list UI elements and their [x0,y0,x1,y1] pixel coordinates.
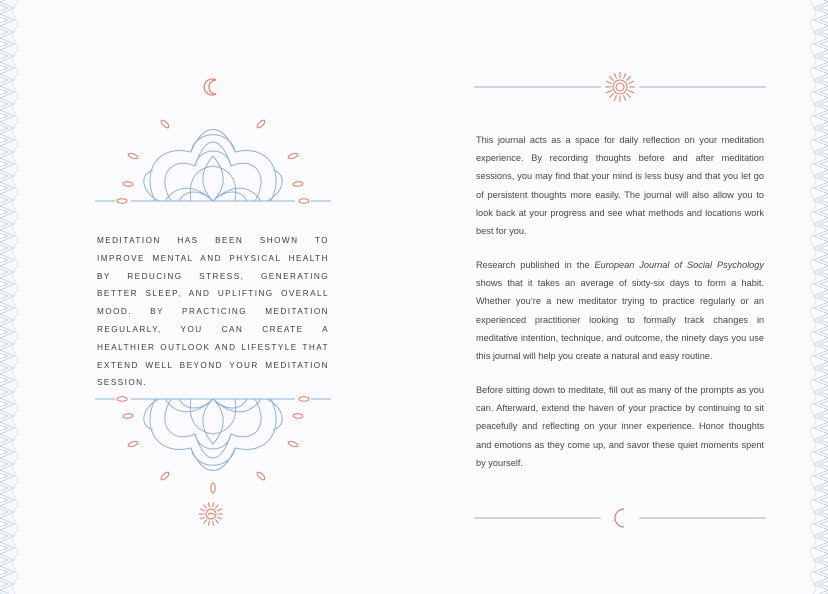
top-mandala-ornament [95,74,331,206]
sun-icon [605,72,635,102]
paragraph-2-rest: shows that it takes an average of sixty-six days to form a habit. Whether you’re a new meditator trying to practice regularly or an experienced practitioner looking to formally track changes in meditative intention, technique, and outcome, the ninety days you use this journal will help you create a natural and easy routine. [476,278,764,362]
bottom-mandala-ornament [95,394,331,528]
mandala-icon [144,130,282,202]
top-sun-divider [474,70,766,104]
sun-icon [199,502,223,525]
mandala-icon [144,399,282,471]
paragraph-1: This journal acts as a space for daily reflection on your meditation experience. By recording thoughts before and after meditation sessions, you may find that your mind is less busy and that you let go of persistent thoughts more easily. The journal will also allow you to look back at your progress and see what methods and locations work best for you. [476,135,764,237]
paragraph-2-intro: Research published in the [476,260,595,270]
moon-icon [615,509,624,527]
right-border-pattern [806,0,828,594]
paragraph-2 [476,256,764,365]
bottom-moon-divider [474,504,766,532]
intro-text: MEDITATION HAS BEEN SHOWN TO IMPROVE MENTAL AND PHYSICAL HEALTH BY REDUCING STRESS, GENERATING BETTER SLEEP, AND UPLIFTING OVERALL MOOD. BY PRACTICING MEDITATION REGULARLY, YOU CAN CREATE A HEALTHIER OUTLOOK AND LIFESTYLE THAT EXTEND WELL BEYOND YOUR MEDITATION SESSION. [97,236,329,388]
left-border-pattern [0,0,22,594]
moon-icon [204,79,216,95]
journal-title: European Journal of Social Psychology [594,260,764,270]
paragraph-3: Before sitting down to meditate, fill out as many of the prompts as you can. Afterward, extend the haven of your practice by continuing to sit peacefully and reflecting on your inner experience. Honor thoughts and emotions as they come up, and savor these quiet moments spent by yourself. [476,385,764,468]
